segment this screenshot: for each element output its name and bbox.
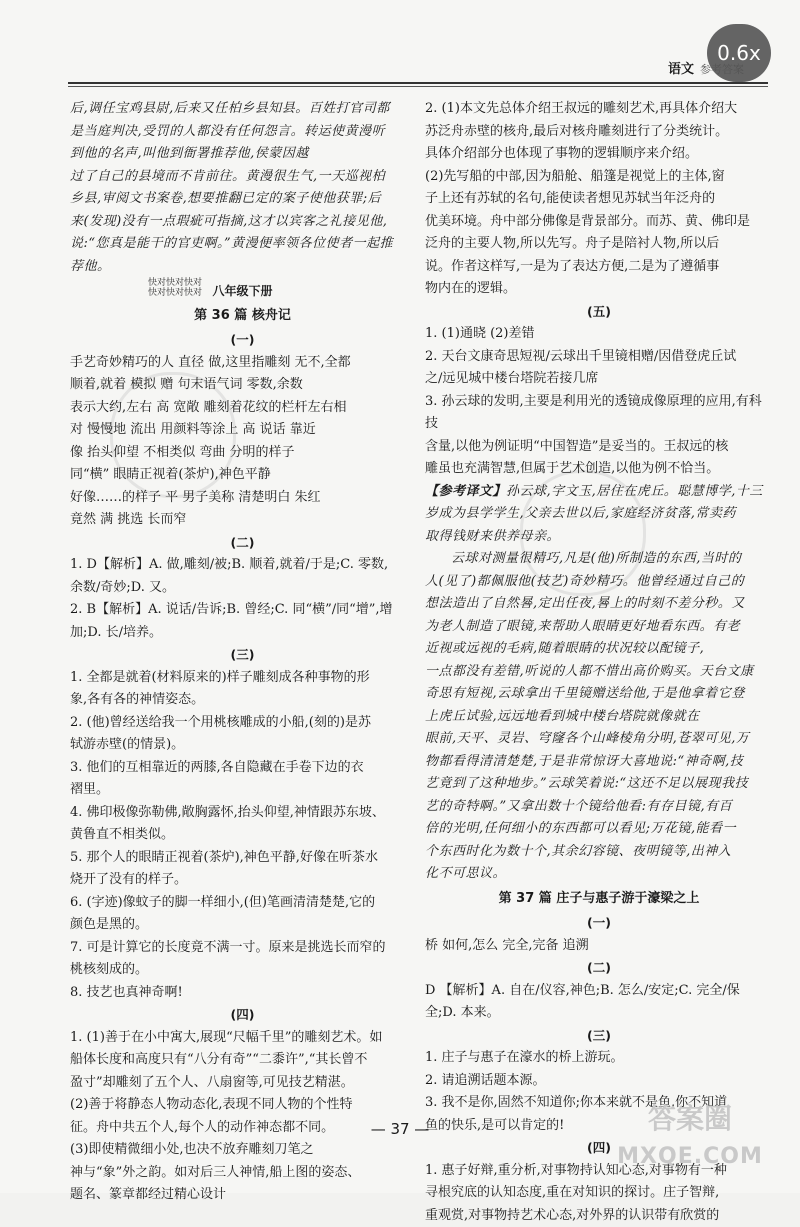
text-line: 8. 技艺也真神奇啊! xyxy=(70,982,415,1005)
stamp-text: 快对快对快对 快对快对快对 xyxy=(148,278,202,298)
text-line: 苏泛舟赤壁的核舟,最后对核舟雕刻进行了分类统计。 xyxy=(425,121,773,144)
text-line: 取得钱财来供养母亲。 xyxy=(425,526,773,549)
ref-label: 【参考译文】 xyxy=(425,484,506,499)
ref-first-line: 孙云球,字文玉,居住在虎丘。聪慧博学,十三 xyxy=(506,484,763,499)
text-line: 奇思有短视,云球拿出千里镜赠送给他,于是他拿着它登 xyxy=(425,683,773,706)
text-line: 1. (1)善于在小中寓大,展现“尺幅千里”的雕刻艺术。如 xyxy=(70,1027,415,1050)
text-line: 岁成为县学学生,父亲去世以后,家庭经济贫落,常卖药 xyxy=(425,503,773,526)
text-line: 物内在的逻辑。 xyxy=(425,278,773,301)
left-column xyxy=(70,98,415,1207)
grade-label: 八年级下册 xyxy=(212,284,272,298)
right-column xyxy=(425,98,773,1227)
text-line: 3. 他们的互相靠近的两膝,各自隐藏在手卷下边的衣 xyxy=(70,757,415,780)
text-line: 乡县,审阅文书案卷,想要推翻已定的案子使他获罪;后 xyxy=(70,188,415,211)
text-line: 像 抬头仰望 不相类似 弯曲 分明的样子 xyxy=(70,442,415,465)
text-line: 雕虽也充满智慧,但属于艺术创造,以他为例不恰当。 xyxy=(425,458,773,481)
section-heading: (四) xyxy=(425,1137,773,1160)
text-line: 3. 孙云球的发明,主要是利用光的透镜成像原理的应用,有科技 xyxy=(425,391,773,436)
text-line: 盈寸”却雕刻了五个人、八扇窗等,可见技艺精湛。 xyxy=(70,1072,415,1095)
text-line: 2. (1)本文先总体介绍王叔远的雕刻艺术,再具体介绍大 xyxy=(425,98,773,121)
text-line: 之/远见城中楼台塔院若接几席 xyxy=(425,368,773,391)
grade-heading xyxy=(70,280,415,303)
page-number: — 37 — xyxy=(0,1120,800,1138)
text-line: 颜色是黑的。 xyxy=(70,914,415,937)
text-line xyxy=(425,481,773,504)
reference-translation xyxy=(425,481,773,886)
text-line: 好像……的样子 平 男子美称 清楚明白 朱红 xyxy=(70,487,415,510)
text-line: 5. 那个人的眼睛正视着(茶炉),神色平静,好像在听茶水 xyxy=(70,847,415,870)
text-line: 表示大约,左右 高 宽敞 雕刻着花纹的栏杆左右相 xyxy=(70,397,415,420)
text-line: 3. 我不是你,固然不知道你;你本来就不是鱼,你不知道 xyxy=(425,1092,773,1115)
text-line: 桥 如何,怎么 完全,完备 追溯 xyxy=(425,935,773,958)
text-line: 烧开了没有的样子。 xyxy=(70,869,415,892)
text-line: 1. (1)通晓 (2)差错 xyxy=(425,323,773,346)
site-watermark xyxy=(600,1100,780,1180)
text-line: 1. 庄子与惠子在濠水的桥上游玩。 xyxy=(425,1047,773,1070)
text-line: 1. D【解析】A. 做,雕刻/被;B. 顺着,就着/于是;C. 零数, xyxy=(70,554,415,577)
section-heading: (四) xyxy=(70,1004,415,1027)
text-line: 含量,以他为例证明“中国智造”是妥当的。王叔远的核 xyxy=(425,436,773,459)
text-line: 褶里。 xyxy=(70,779,415,802)
text-line: 优美环境。舟中部分佛像是背景部分。而苏、黄、佛印是 xyxy=(425,211,773,234)
text-line: 重观赏,对事物持艺术心态,对外界的认识带有欣赏的 xyxy=(425,1205,773,1227)
text-line: 想法造出了自然晷,定出任夜,晷上的时刻不差分秒。又 xyxy=(425,593,773,616)
text-line: 对 慢慢地 流出 用颜料等涂上 高 说话 靠近 xyxy=(70,419,415,442)
zoom-indicator[interactable]: 0.6x xyxy=(707,24,771,82)
text-line: 2. 天台文康奇思短视/云球出千里镜相赠/因借登虎丘试 xyxy=(425,346,773,369)
section-heading: (一) xyxy=(425,912,773,935)
text-line: 余数/奇妙;D. 又。 xyxy=(70,577,415,600)
text-line: D 【解析】A. 自在/仪容,神色;B. 怎么/安定;C. 完全/保 xyxy=(425,980,773,1003)
section-heading: (五) xyxy=(425,301,773,324)
header-subject: 语文 xyxy=(668,62,694,77)
section-heading: (三) xyxy=(70,644,415,667)
text-line: 到他的名声,叫他到衙署推荐他,侯蒙因越 xyxy=(70,143,415,166)
text-line: 手艺奇妙精巧的人 直径 做,这里指雕刻 无不,全都 xyxy=(70,352,415,375)
text-line: 上虎丘试验,远远地看到城中楼台塔院就像就在 xyxy=(425,706,773,729)
text-line: 眼前,天平、灵岩、穹窿各个山峰棱角分明,苍翠可见,万 xyxy=(425,728,773,751)
text-line: 6. (字迹)像蚊子的脚一样细小,(但)笔画清清楚楚,它的 xyxy=(70,892,415,915)
section-heading: (一) xyxy=(70,329,415,352)
header-rule xyxy=(68,82,768,84)
text-line: 象,各有各的神情姿态。 xyxy=(70,689,415,712)
text-line: 轼游赤壁(的情景)。 xyxy=(70,734,415,757)
text-line: 艺的奇特啊。”又拿出数十个镜给他看:有存目镜,有百 xyxy=(425,796,773,819)
text-line: 物都看得清清楚楚,于是非常惊讶大喜地说:“神奇啊,技 xyxy=(425,751,773,774)
text-line: (3)即使精微细小处,也决不放弃雕刻刀笔之 xyxy=(70,1139,415,1162)
text-line: 说。作者这样写,一是为了表达方便,二是为了遵循事 xyxy=(425,256,773,279)
text-line: 桃核刻成的。 xyxy=(70,959,415,982)
text-line: 近视或远视的毛病,随着眼睛的状况较以配镜子, xyxy=(425,638,773,661)
text-line: 1. 惠子好辩,重分析,对事物持认知心态,对事物有一种 xyxy=(425,1160,773,1183)
header-rule-thin xyxy=(68,86,768,87)
text-line: 题名、篆章都经过精心设计 xyxy=(70,1184,415,1207)
text-line: 船体长度和高度只有“八分有奇”“二黍许”,“其长曾不 xyxy=(70,1049,415,1072)
text-line: 加;D. 长/培养。 xyxy=(70,622,415,645)
text-line: 人(见了)都佩服他(技艺)奇妙精巧。他曾经通过自己的 xyxy=(425,571,773,594)
text-line: 4. 佛印极像弥勒佛,敞胸露怀,抬头仰望,神情跟苏东坡、 xyxy=(70,802,415,825)
text-line: 是当庭判决,受罚的人都没有任何怨言。转运使黄漫听 xyxy=(70,121,415,144)
text-line: 2. 请追溯话题本源。 xyxy=(425,1070,773,1093)
text-line: 征。舟中共五个人,每个人的动作神态都不同。 xyxy=(70,1117,415,1140)
text-line: 具体介绍部分也体现了事物的逻辑顺序来介绍。 xyxy=(425,143,773,166)
header-sub: 参考答案 xyxy=(700,63,744,76)
text-line: 寻根究底的认知态度,重在对知识的探讨。庄子智辩, xyxy=(425,1182,773,1205)
text-line: 艺竟到了这种地步。”云球笑着说:“这还不足以展现我技 xyxy=(425,773,773,796)
text-line: 1. 全都是就着(材料原来的)样子雕刻成各种事物的形 xyxy=(70,667,415,690)
chapter-36-title: 第 36 篇 核舟记 xyxy=(70,305,415,328)
text-line: 倍的光明,任何细小的东西都可以看见;万花镜,能看一 xyxy=(425,818,773,841)
section-heading: (二) xyxy=(425,957,773,980)
text-line: 后,调任宝鸡县尉,后来又任柏乡县知县。百姓打官司都 xyxy=(70,98,415,121)
text-line: 荐他。 xyxy=(70,256,415,279)
section-heading: (三) xyxy=(425,1025,773,1048)
text-line: 说:“您真是能干的官吏啊。”黄漫便率领各位使者一起推 xyxy=(70,233,415,256)
text-line: 一点都没有差错,听说的人都不惜出高价购买。天台文康 xyxy=(425,661,773,684)
text-line: 子上还有苏轼的名句,能使读者想见苏轼当年泛舟的 xyxy=(425,188,773,211)
text-line: 7. 可是计算它的长度竟不满一寸。原来是挑选长而窄的 xyxy=(70,937,415,960)
text-line: 个东西时化为数十个,其余幻容镜、夜明镜等,出神入 xyxy=(425,841,773,864)
watermark-url: MXQE.COM xyxy=(600,1138,780,1176)
text-line: 云球对测量很精巧,凡是(他)所制造的东西,当时的 xyxy=(425,548,773,571)
text-line: 为老人制造了眼镜,来帮助人眼睛更好地看东西。有老 xyxy=(425,616,773,639)
text-line: 黄鲁直不相类似。 xyxy=(70,824,415,847)
chapter-37-title: 第 37 篇 庄子与惠子游于濠梁之上 xyxy=(425,888,773,911)
text-line: 鱼的快乐,是可以肯定的! xyxy=(425,1115,773,1138)
text-line: 化不可思议。 xyxy=(425,863,773,886)
text-line: 2. (他)曾经送给我一个用桃核雕成的小船,(刻的)是苏 xyxy=(70,712,415,735)
text-line: 竟然 满 挑选 长而窄 xyxy=(70,509,415,532)
text-line: 同“横” 眼睛正视着(茶炉),神色平静 xyxy=(70,464,415,487)
page-header xyxy=(668,58,744,77)
text-line: 泛舟的主要人物,所以先写。舟子是陪衬人物,所以后 xyxy=(425,233,773,256)
section-heading: (二) xyxy=(70,532,415,555)
text-line: 过了自己的县境而不肯前往。黄漫很生气,一天巡视柏 xyxy=(70,166,415,189)
watermark-logo-text: 答案圈 xyxy=(600,1100,780,1138)
text-line: 神与“象”外之韵。如对后三人神情,船上图的姿态、 xyxy=(70,1162,415,1185)
text-line: 全;D. 本来。 xyxy=(425,1002,773,1025)
text-line: 来(发现)没有一点瑕疵可指摘,这才以宾客之礼接见他, xyxy=(70,211,415,234)
text-line: (2)先写船的中部,因为船舱、船篷是视觉上的主体,窗 xyxy=(425,166,773,189)
intro-translation xyxy=(70,98,415,278)
text-line: 2. B【解析】A. 说话/告诉;B. 曾经;C. 同“横”/同“增”,增 xyxy=(70,599,415,622)
text-line: (2)善于将静态人物动态化,表现不同人物的个性特 xyxy=(70,1094,415,1117)
text-line: 顺着,就着 模拟 赠 句末语气词 零数,余数 xyxy=(70,374,415,397)
